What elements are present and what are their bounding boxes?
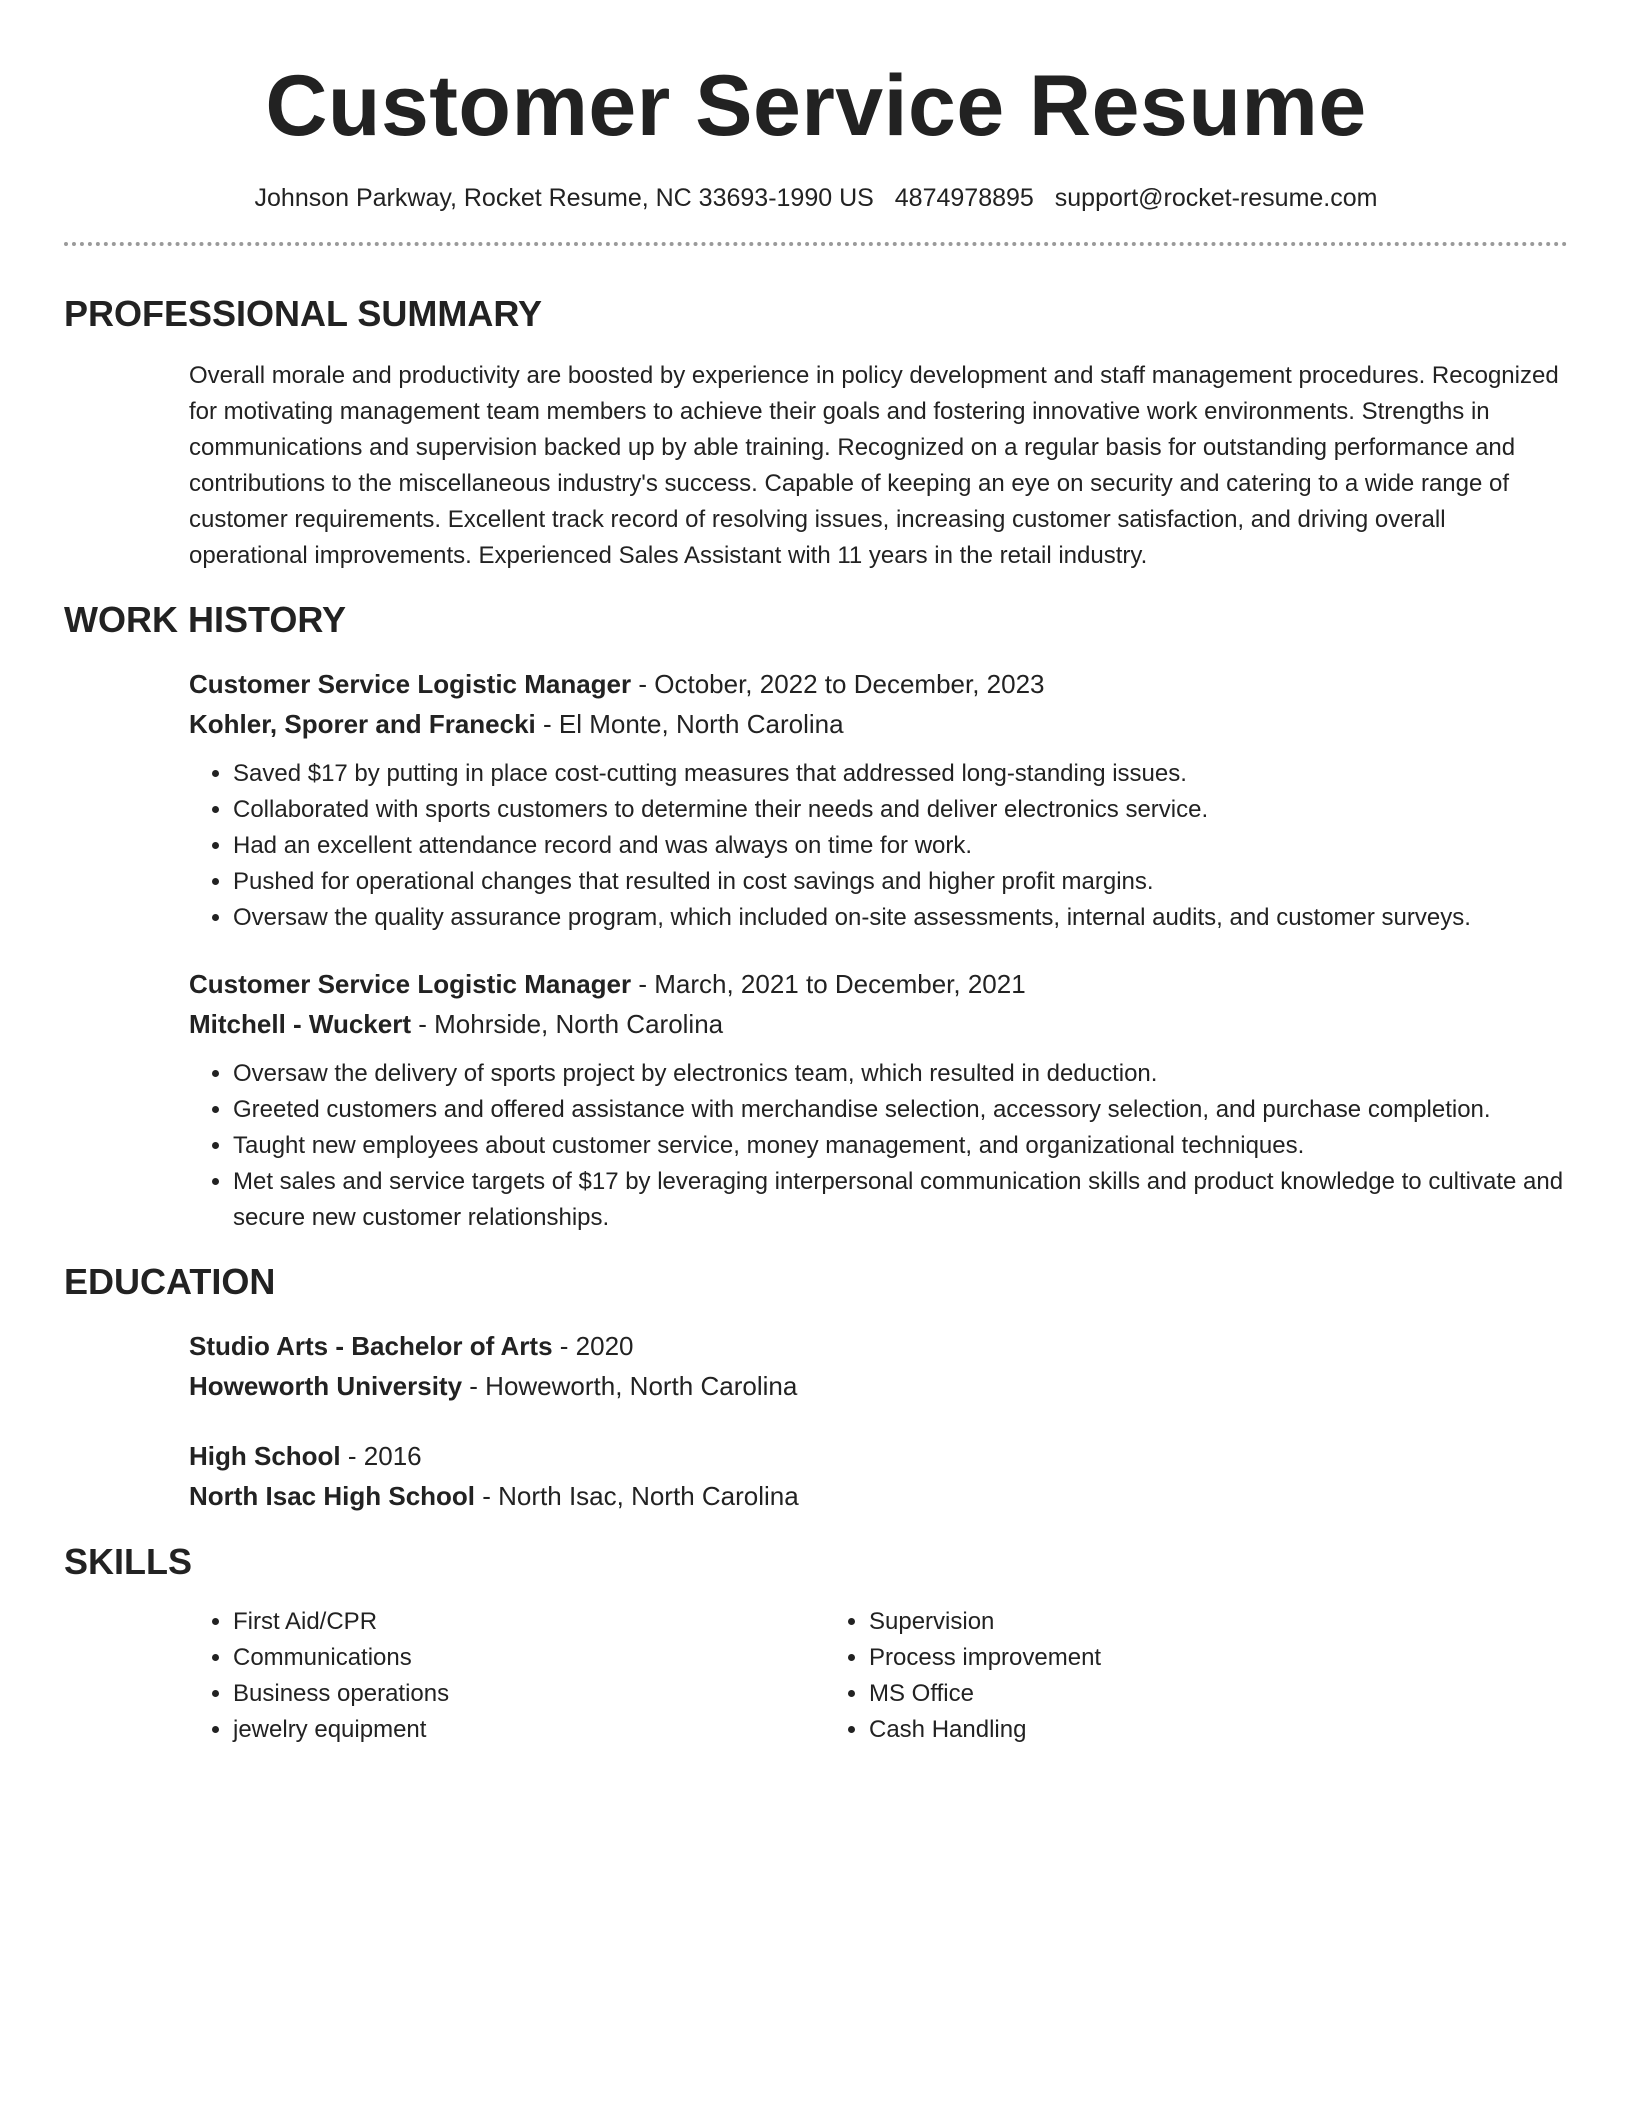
job-bullets bbox=[189, 1056, 1568, 1236]
skill-item: • MS Office bbox=[869, 1676, 1461, 1712]
job-title: Customer Service Logistic Manager bbox=[189, 669, 632, 699]
resume-title: Customer Service Resume bbox=[265, 58, 1367, 154]
skill-item: • Communications bbox=[233, 1640, 825, 1676]
contact-phone: 4874978895 bbox=[894, 184, 1034, 212]
summary-heading: PROFESSIONAL SUMMARY bbox=[64, 293, 543, 334]
education-degree: High School bbox=[189, 1441, 341, 1471]
job-location: - El Monte, North Carolina bbox=[535, 709, 844, 739]
summary-section bbox=[64, 292, 1568, 574]
job-title-line bbox=[189, 664, 1568, 704]
education-entry bbox=[189, 1326, 1568, 1406]
contact-address: Johnson Parkway, Rocket Resume, NC 33693-1990 US bbox=[254, 184, 874, 212]
job-bullet: • Oversaw the quality assurance program, which included on-site assessments, internal audits, and customer surveys. bbox=[233, 900, 1568, 936]
contact-email: support@rocket-resume.com bbox=[1054, 184, 1378, 212]
education-year: - 2020 bbox=[552, 1331, 634, 1361]
contact-line bbox=[64, 182, 1568, 214]
education-school: Howeworth University bbox=[189, 1371, 463, 1401]
resume-header bbox=[64, 0, 1568, 214]
skills-list-right bbox=[825, 1604, 1461, 1748]
education-school-line bbox=[189, 1366, 1568, 1406]
education-school-line bbox=[189, 1476, 1568, 1516]
job-dates: - March, 2021 to December, 2021 bbox=[631, 969, 1026, 999]
job-title-line bbox=[189, 964, 1568, 1004]
job-company: Mitchell - Wuckert bbox=[189, 1009, 412, 1039]
job-bullets bbox=[189, 756, 1568, 936]
skill-item: • Process improvement bbox=[869, 1640, 1461, 1676]
education-year: - 2016 bbox=[340, 1441, 422, 1471]
job-bullet: • Collaborated with sports customers to determine their needs and deliver electronics service. bbox=[233, 792, 1568, 828]
education-entry bbox=[189, 1436, 1568, 1516]
skills-heading: SKILLS bbox=[64, 1541, 193, 1582]
job-entry bbox=[189, 964, 1568, 1236]
job-title: Customer Service Logistic Manager bbox=[189, 969, 632, 999]
job-entry bbox=[189, 664, 1568, 936]
header-divider bbox=[64, 242, 1568, 246]
job-bullet: • Oversaw the delivery of sports project by electronics team, which resulted in deduction. bbox=[233, 1056, 1568, 1092]
education-heading: EDUCATION bbox=[64, 1261, 276, 1302]
job-dates: - October, 2022 to December, 2023 bbox=[631, 669, 1045, 699]
work-section bbox=[64, 598, 1568, 1236]
job-bullet: • Taught new employees about customer service, money management, and organizational techniques. bbox=[233, 1128, 1568, 1164]
job-company-line bbox=[189, 704, 1568, 744]
skill-item: • Supervision bbox=[869, 1604, 1461, 1640]
job-location: - Mohrside, North Carolina bbox=[411, 1009, 724, 1039]
education-degree-line bbox=[189, 1326, 1568, 1366]
job-bullet: • Had an excellent attendance record and was always on time for work. bbox=[233, 828, 1568, 864]
skills-section bbox=[64, 1540, 1568, 1748]
skill-item: • jewelry equipment bbox=[233, 1712, 825, 1748]
education-degree: Studio Arts - Bachelor of Arts bbox=[189, 1331, 553, 1361]
job-company-line bbox=[189, 1004, 1568, 1044]
skill-item: • Cash Handling bbox=[869, 1712, 1461, 1748]
skills-list-left bbox=[189, 1604, 825, 1748]
summary-text: Overall morale and productivity are boosted by experience in policy development and staff management procedures. Recognized for motivating management team members to achieve their goals and fostering innovative work environments. Strengths in communications and supervision backed up by able training. Recognized on a regular basis for outstanding performance and contributions to the miscellaneous industry's success. Capable of keeping an eye on security and catering to a wide range of customer requirements. Excellent track record of resolving issues, increasing customer satisfaction, and driving overall operational improvements. Experienced Sales Assistant with 11 years in the retail industry. bbox=[189, 362, 1559, 569]
job-company: Kohler, Sporer and Franecki bbox=[189, 709, 536, 739]
education-school: North Isac High School bbox=[189, 1481, 476, 1511]
skills-columns bbox=[189, 1604, 1568, 1748]
education-degree-line bbox=[189, 1436, 1568, 1476]
education-section bbox=[64, 1260, 1568, 1516]
job-bullet: • Greeted customers and offered assistance with merchandise selection, accessory selection, and purchase completion. bbox=[233, 1092, 1568, 1128]
skill-item: • Business operations bbox=[233, 1676, 825, 1712]
education-location: - Howeworth, North Carolina bbox=[462, 1371, 798, 1401]
job-bullet: • Saved $17 by putting in place cost-cutting measures that addressed long-standing issues. bbox=[233, 756, 1568, 792]
skill-item: • First Aid/CPR bbox=[233, 1604, 825, 1640]
job-bullet: • Met sales and service targets of $17 by leveraging interpersonal communication skills and product knowledge to cultivate and secure new customer relationships. bbox=[233, 1164, 1568, 1236]
job-bullet: • Pushed for operational changes that resulted in cost savings and higher profit margins. bbox=[233, 864, 1568, 900]
education-location: - North Isac, North Carolina bbox=[475, 1481, 799, 1511]
work-heading: WORK HISTORY bbox=[64, 599, 347, 640]
